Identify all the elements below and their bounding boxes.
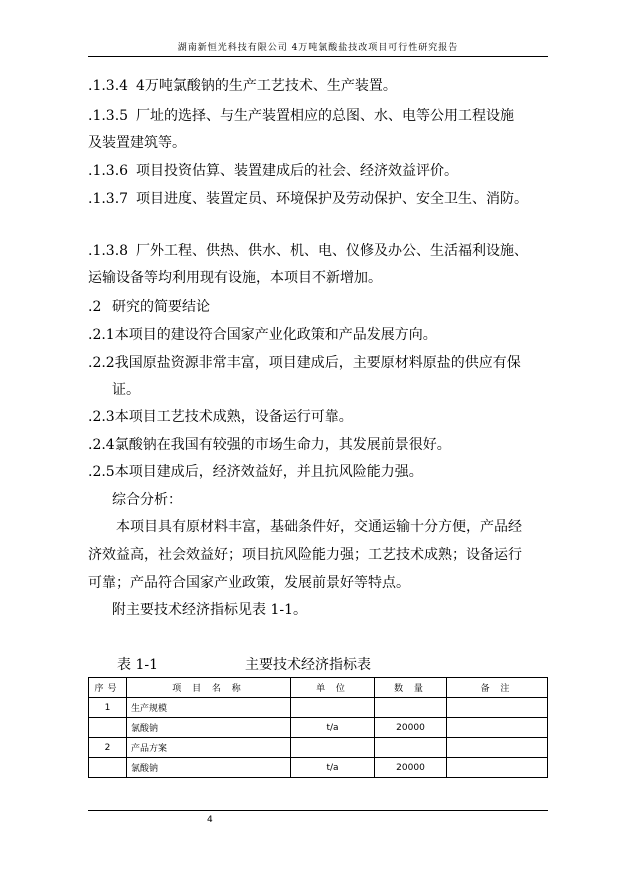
section-text: 本项目工艺技术成熟，设备运行可靠。 — [114, 409, 353, 425]
section-text: 4万吨氯酸钠的生产工艺技术、生产装置。 — [136, 78, 397, 94]
section-text: 厂址的选择、与生产装置相应的总图、水、电等公用工程设施 — [136, 108, 514, 124]
section-text: 本项目的建设符合国家产业化政策和产品发展方向。 — [114, 327, 437, 343]
col-header-remark: 备 注 — [447, 678, 548, 698]
cell-index — [89, 758, 127, 778]
summary-paragraph-line: 本项目具有原材料丰富，基础条件好，交通运输十分方便，产品经 — [116, 519, 522, 535]
section-number: .2.2 — [88, 355, 115, 371]
section-continuation — [88, 134, 186, 152]
table-row — [89, 738, 548, 758]
cell-item: 生产规模 — [127, 698, 291, 718]
section-text: 研究的简要结论 — [112, 299, 210, 315]
section-1-3-4 — [88, 77, 397, 95]
section-text: 证。 — [112, 382, 140, 398]
attachment-note: 附主要技术经济指标见表 1-1。 — [112, 602, 307, 618]
section-text: 本项目建成后，经济效益好，并且抗风险能力强。 — [114, 464, 423, 480]
cell-quantity: 20000 — [375, 718, 447, 738]
cell-index: 2 — [89, 738, 127, 758]
conclusion-2-5 — [88, 463, 423, 481]
section-number: .2.1 — [88, 327, 115, 343]
cell-remark — [447, 738, 548, 758]
section-text: 氯酸钠在我国有较强的市场生命力，其发展前景很好。 — [114, 437, 451, 453]
section-1-3-6 — [88, 162, 458, 180]
footer-divider — [88, 810, 548, 811]
summary-heading: 综合分析： — [112, 492, 182, 508]
section-text: 厂外工程、供热、供水、机、电、仪修及办公、生活福利设施、 — [136, 243, 528, 259]
section-number: .2.5 — [88, 464, 115, 480]
col-header-quantity: 数 量 — [375, 678, 447, 698]
section-text: 我国原盐资源非常丰富，项目建成后，主要原材料原盐的供应有保 — [114, 355, 521, 371]
section-number: .1.3.6 — [88, 163, 129, 179]
col-header-item: 项 目 名 称 — [127, 678, 291, 698]
cell-quantity: 20000 — [375, 758, 447, 778]
cell-item: 产品方案 — [127, 738, 291, 758]
cell-unit: t/a — [291, 758, 375, 778]
section-number: .2.4 — [88, 437, 115, 453]
section-number: .2.3 — [88, 409, 115, 425]
conclusion-2-3 — [88, 408, 353, 426]
cell-quantity — [375, 738, 447, 758]
cell-remark — [447, 718, 548, 738]
cell-unit — [291, 698, 375, 718]
table-row — [89, 758, 548, 778]
section-continuation — [112, 381, 140, 399]
section-continuation — [88, 269, 382, 287]
cell-remark — [447, 758, 548, 778]
section-number: .1.3.4 — [88, 78, 129, 94]
cell-unit: t/a — [291, 718, 375, 738]
section-1-3-7 — [88, 190, 528, 208]
col-header-index: 序号 — [89, 678, 127, 698]
table-title: 主要技术经济指标表 — [245, 657, 371, 673]
conclusion-2-1 — [88, 326, 437, 344]
spec-table — [88, 677, 548, 778]
section-1-3-5 — [88, 107, 514, 125]
table-header-row — [89, 678, 548, 698]
section-text: 项目进度、装置定员、环境保护及劳动保护、安全卫生、消防。 — [136, 191, 528, 207]
cell-item: 氯酸钠 — [127, 718, 291, 738]
conclusion-2-4 — [88, 436, 451, 454]
section-text: 运输设备等均利用现有设施，本项目不新增加。 — [88, 270, 382, 286]
conclusion-2-2 — [88, 354, 521, 372]
cell-unit — [291, 738, 375, 758]
summary-paragraph-line: 可靠；产品符合国家产业政策，发展前景好等特点。 — [88, 575, 410, 591]
page-number: 4 — [207, 815, 213, 825]
table-row — [89, 718, 548, 738]
section-1-3-8 — [88, 242, 528, 260]
table-label: 表 1-1 — [117, 657, 158, 673]
section-number: .1.3.5 — [88, 108, 129, 124]
section-number: .1.3.7 — [88, 191, 129, 207]
cell-quantity — [375, 698, 447, 718]
section-text: 项目投资估算、装置建成后的社会、经济效益评价。 — [136, 163, 458, 179]
cell-index: 1 — [89, 698, 127, 718]
cell-item: 氯酸钠 — [127, 758, 291, 778]
cell-index — [89, 718, 127, 738]
table-row — [89, 698, 548, 718]
cell-remark — [447, 698, 548, 718]
summary-paragraph-line: 济效益高，社会效益好；项目抗风险能力强；工艺技术成熟；设备运行 — [88, 547, 522, 563]
section-text: 及装置建筑等。 — [88, 135, 186, 151]
col-header-unit: 单 位 — [291, 678, 375, 698]
page-header: 湖南新恒光科技有限公司 4万吨氯酸盐技改项目可行性研究报告 — [88, 40, 548, 57]
section-number: .2 — [88, 299, 102, 315]
section-number: .1.3.8 — [88, 243, 129, 259]
section-2 — [88, 298, 210, 316]
